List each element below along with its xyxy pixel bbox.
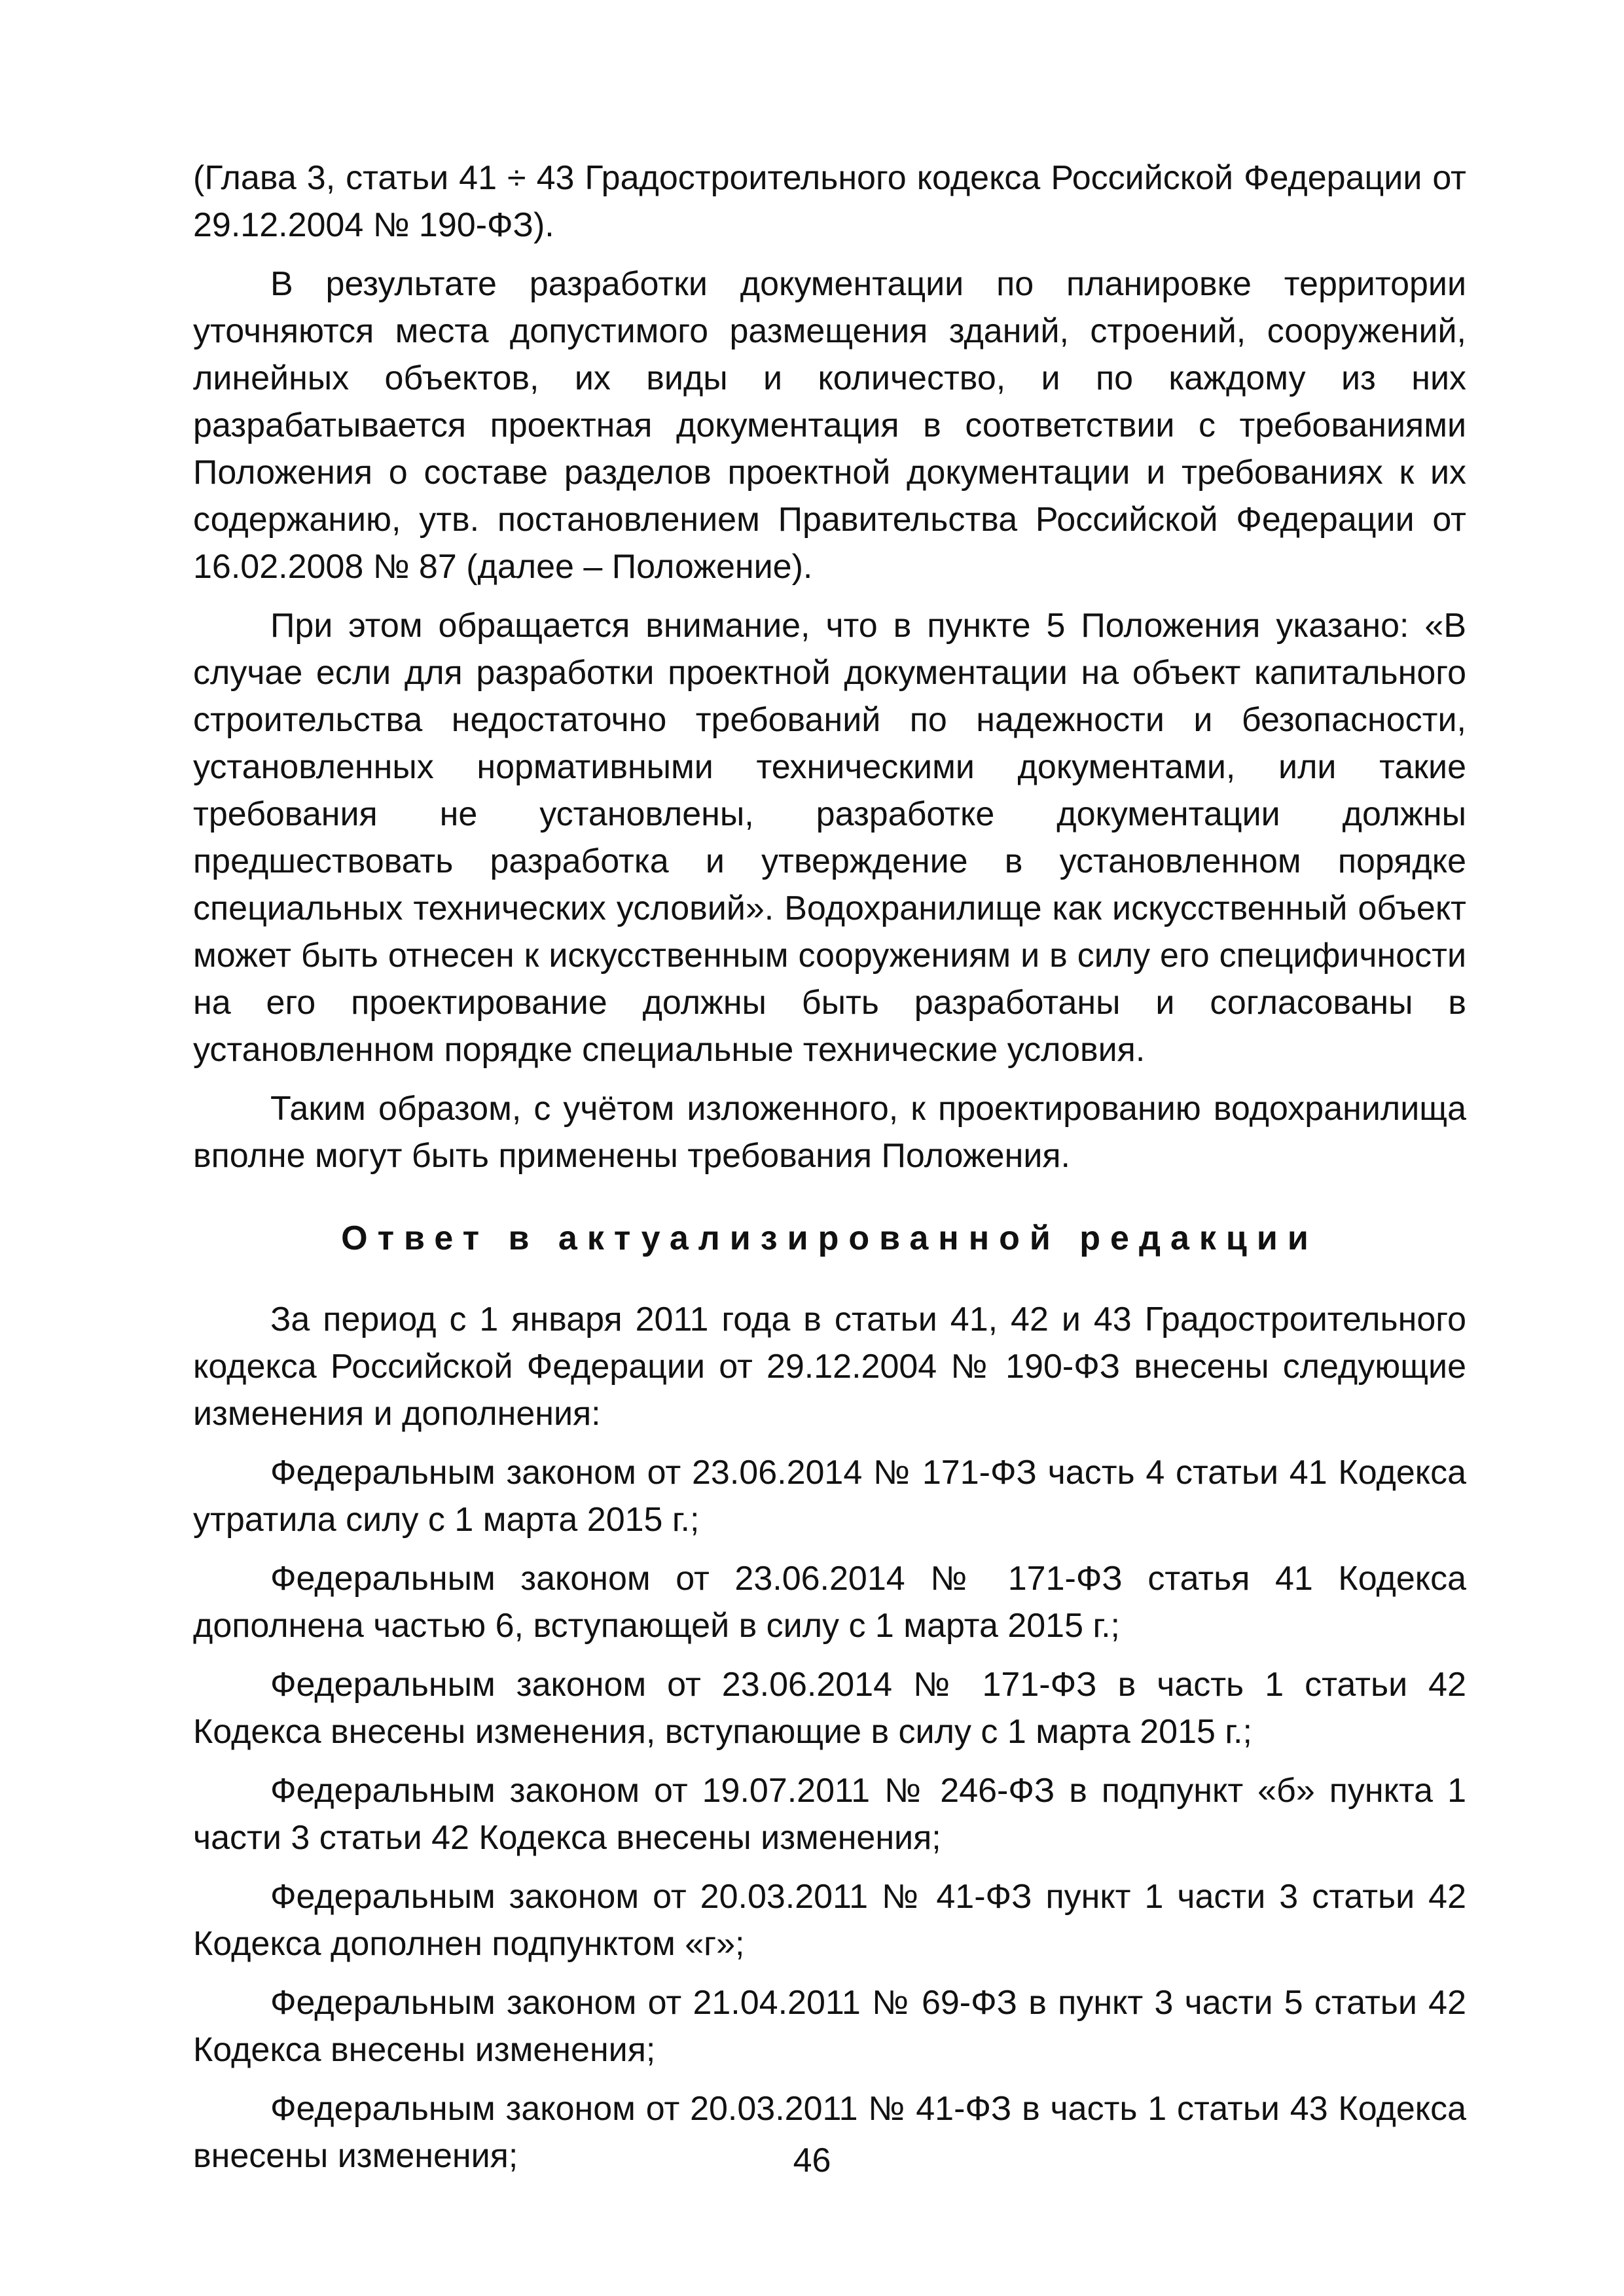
paragraph-amendment-6: Федеральным законом от 21.04.2011 № 69-ФЗ в пункт 3 части 5 статьи 42 Кодекса внесены изменения; [193,1984,1466,2069]
paragraph-amendment-5: Федеральным законом от 20.03.2011 № 41-ФЗ пункт 1 части 3 статьи 42 Кодекса дополнен подпунктом «г»; [193,1878,1466,1963]
paragraph-amendment-1: Федеральным законом от 23.06.2014 № 171-ФЗ часть 4 статьи 41 Кодекса утратила силу с 1 марта 2015 г.; [193,1454,1466,1539]
paragraph-amendment-3: Федеральным законом от 23.06.2014 № 171-ФЗ в часть 1 статьи 42 Кодекса внесены изменения, вступающие в силу с 1 марта 2015 г.; [193,1666,1466,1751]
paragraph-special-conditions: При этом обращается внимание, что в пункте 5 Положения указано: «В случае если для разработки проектной документации на объект капитального строительства недостаточно требований по надежности и безопасности, установленных нормативными техническими документами, или такие требования не установлены, разработке документации должны предшествовать разработка и утверждение в установленном порядке специальных технических условий». Водохранилище как искусственный объект может быть отнесен к искусственным сооружениям и в силу его специфичности на его проектирование должны быть разработаны и согласованы в установленном порядке специальные технические условия. [193,607,1466,1069]
paragraph-amendment-2: Федеральным законом от 23.06.2014 № 171-ФЗ статья 41 Кодекса дополнена частью 6, вступающей в силу с 1 марта 2015 г.; [193,1560,1466,1645]
paragraph-amendments-intro: За период с 1 января 2011 года в статьи 41, 42 и 43 Градостроительного кодекса Российской Федерации от 29.12.2004 № 190-ФЗ внесены следующие изменения и дополнения: [193,1300,1466,1433]
paragraph-citation: (Глава 3, статьи 41 ÷ 43 Градостроительного кодекса Российской Федерации от 29.12.2004 № 190-ФЗ). [193,159,1466,244]
page-number: 46 [793,2142,831,2179]
page-content [193,154,1466,2191]
section-heading: Ответ в актуализированной редакции [341,1219,1318,1257]
paragraph-amendment-7: Федеральным законом от 20.03.2011 № 41-ФЗ в часть 1 статьи 43 Кодекса внесены изменения; [193,2090,1466,2175]
paragraph-amendment-4: Федеральным законом от 19.07.2011 № 246-ФЗ в подпункт «б» пункта 1 части 3 статьи 42 Кодекса внесены изменения; [193,1772,1466,1857]
paragraph-documentation-planning: В результате разработки документации по планировке территории уточняются места допустимого размещения зданий, строений, сооружений, линейных объектов, их виды и количество, и по каждому из них разрабатывается проектная документация в соответствии с требованиями Положения о составе разделов проектной документации и требованиях к их содержанию, утв. постановлением Правительства Российской Федерации от 16.02.2008 № 87 (далее – Положение). [193,265,1466,586]
paragraph-conclusion: Таким образом, с учётом изложенного, к проектированию водохранилища вполне могут быть применены требования Положения. [193,1090,1466,1175]
